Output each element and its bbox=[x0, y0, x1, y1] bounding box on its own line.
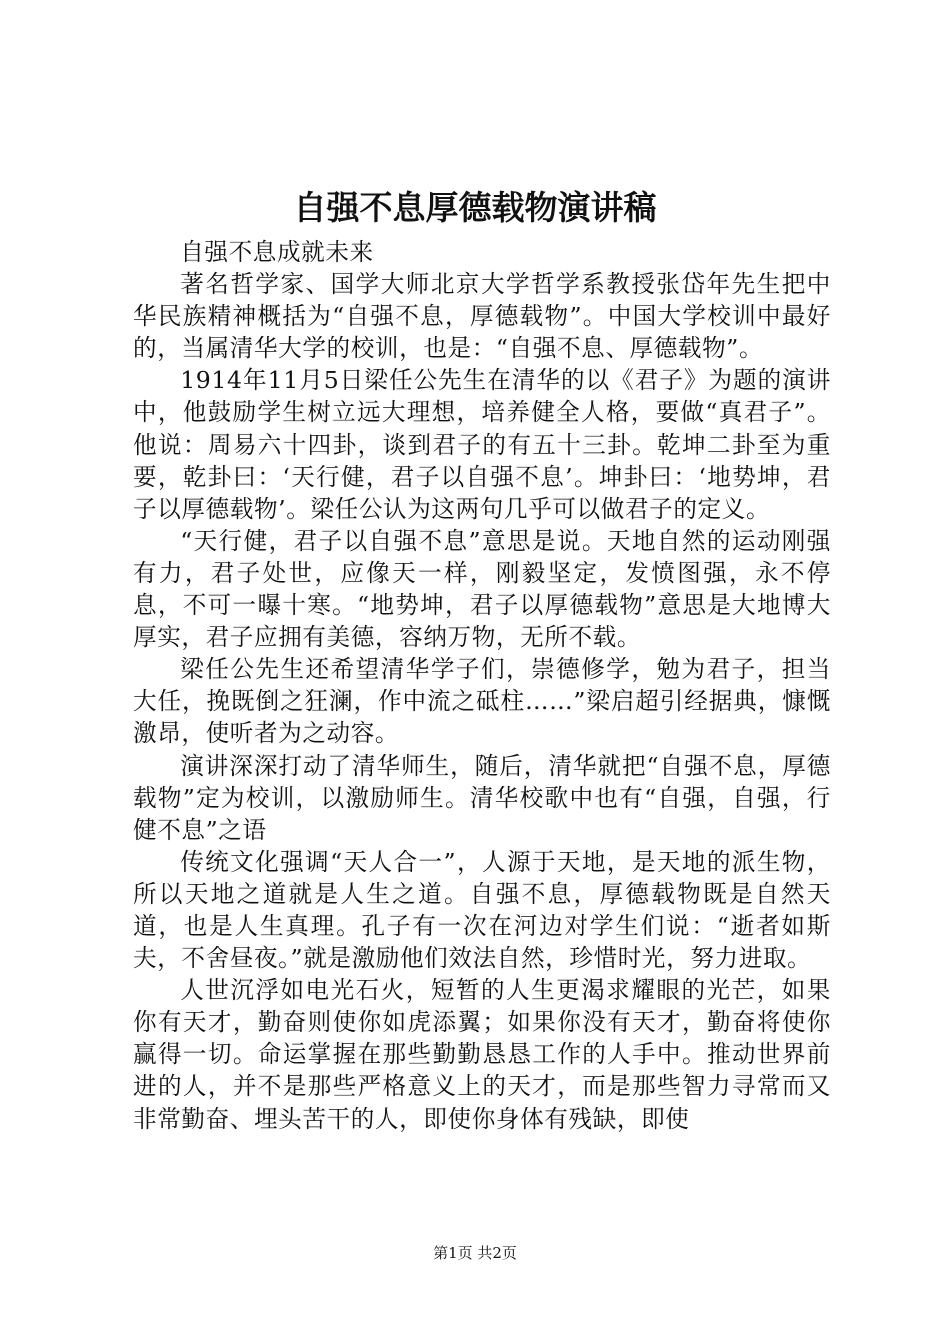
paragraph: 演讲深深打动了清华师生，随后，清华就把“自强不息，厚德载物”定为校训，以激励师生。清华校歌中也有“自强，自强，行健不息”之语 bbox=[133, 751, 831, 844]
document-title: 自强不息厚德载物演讲稿 bbox=[293, 188, 657, 227]
document-body bbox=[133, 236, 831, 1135]
paragraph: “天行健，君子以自强不息”意思是说。天地自然的运动刚强有力，君子处世，应像天一样，刚毅坚定，发愤图强，永不停息，不可一曝十寒。“地势坤，君子以厚德载物”意思是大地博大厚实，君子应拥有美德，容纳万物，无所不载。 bbox=[133, 526, 831, 652]
paragraph: 梁任公先生还希望清华学子们，崇德修学，勉为君子，担当大任，挽既倒之狂澜，作中流之砥柱……”梁启超引经据典，慷慨激昂，使听者为之动容。 bbox=[133, 655, 831, 748]
paragraph: 著名哲学家、国学大师北京大学哲学系教授张岱年先生把中华民族精神概括为“自强不息，厚德载物”。中国大学校训中最好的，当属清华大学的校训，也是：“自强不息、厚德载物”。 bbox=[133, 270, 831, 363]
paragraph-subtitle: 自强不息成就未来 bbox=[180, 238, 374, 266]
paragraph: 传统文化强调“天人合一”，人源于天地，是天地的派生物，所以天地之道就是人生之道。自强不息，厚德载物既是自然天道，也是人生真理。孔子有一次在河边对学生们说：“逝者如斯夫，不舍昼夜。”就是激励他们效法自然，珍惜时光，努力进取。 bbox=[133, 847, 831, 973]
paragraph: 1914年11月5日梁任公先生在清华的以《君子》为题的演讲中，他鼓励学生树立远大理想，培养健全人格，要做“真君子”。他说：周易六十四卦，谈到君子的有五十三卦。乾坤二卦至为重要，乾卦曰：‘天行健，君子以自强不息’。坤卦曰：‘地势坤，君子以厚德载物’。梁任公认为这两句几乎可以做君子的定义。 bbox=[133, 366, 831, 523]
paragraph: 人世沉浮如电光石火，短暂的人生更渴求耀眼的光芒，如果你有天才，勤奋则使你如虎添翼；如果你没有天才，勤奋将使你赢得一切。命运掌握在那些勤勤恳恳工作的人手中。推动世界前进的人，并不是那些严格意义上的天才，而是那些智力寻常而又非常勤奋、埋头苦干的人，即使你身体有残缺，即使 bbox=[133, 976, 831, 1133]
page-footer: 第1页 共2页 bbox=[433, 1244, 517, 1262]
